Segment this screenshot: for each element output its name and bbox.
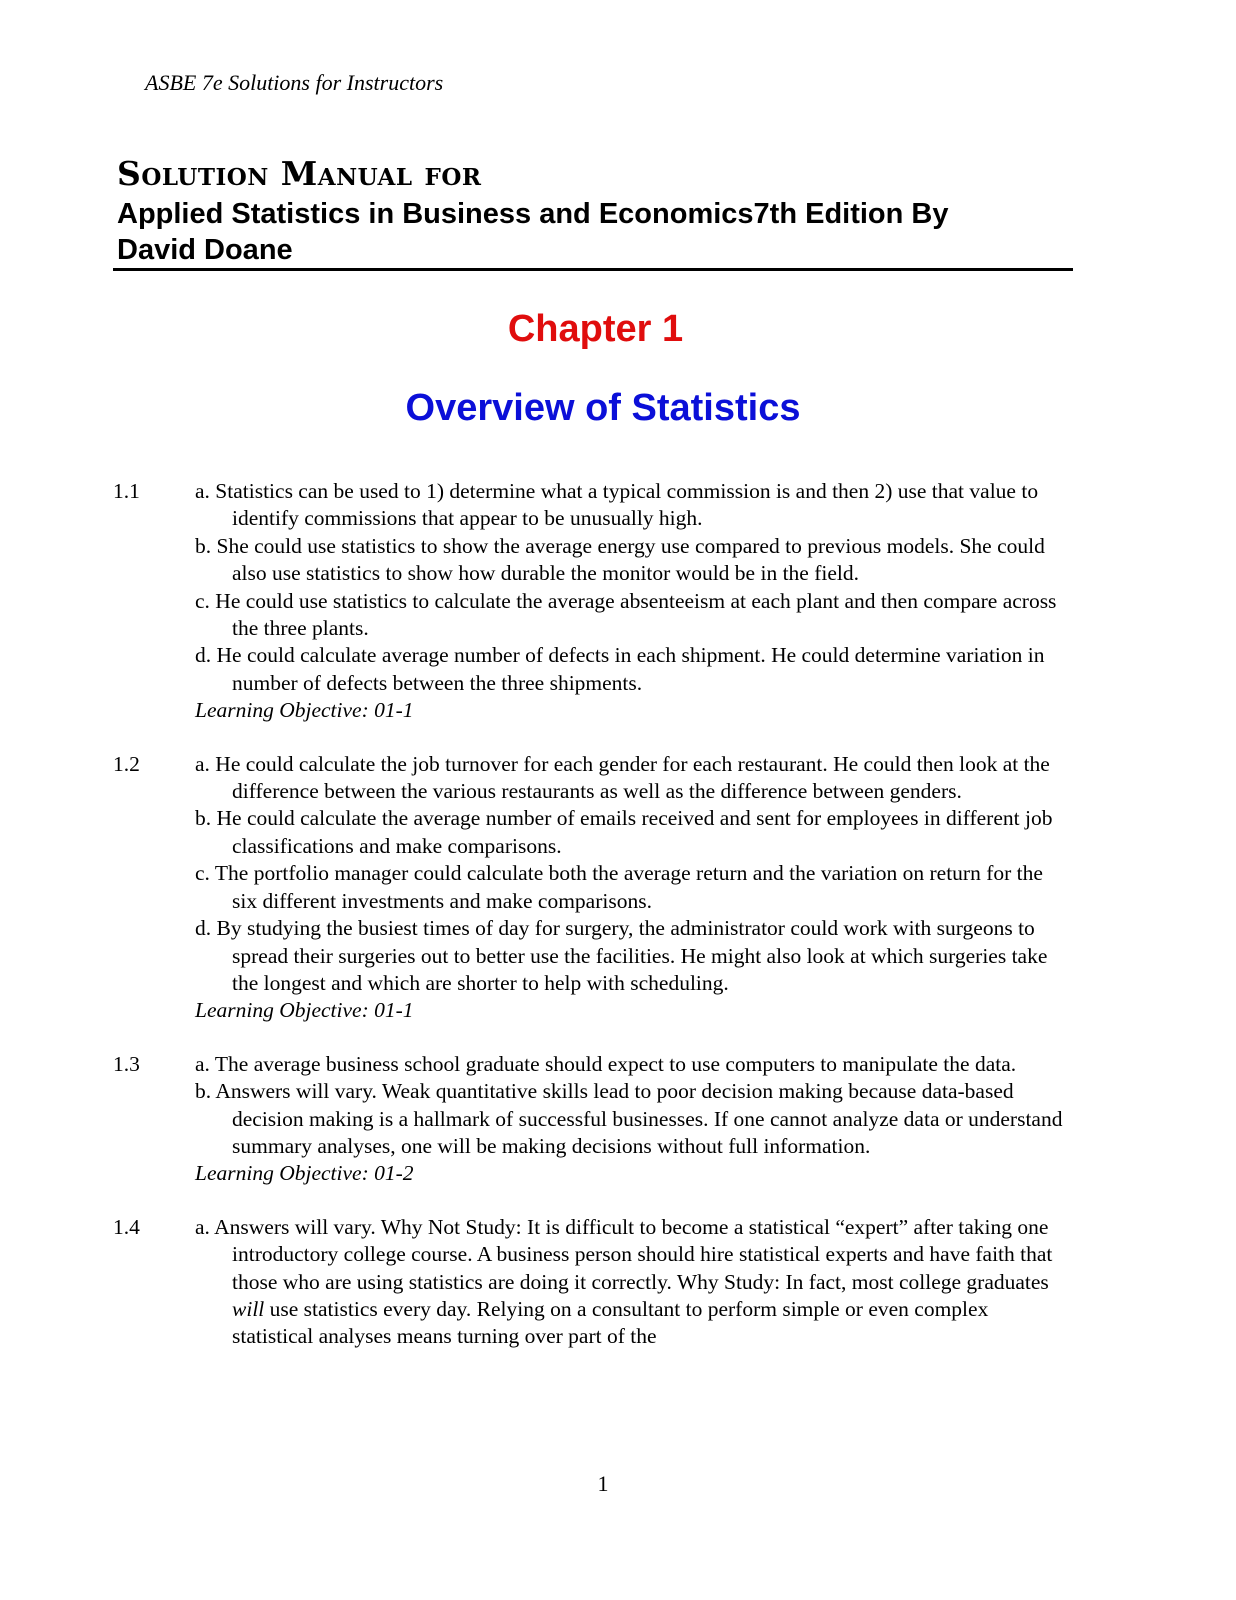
answer-part: c. He could use statistics to calculate the average absenteeism at each plant and then compare across the three plants. bbox=[195, 588, 1057, 641]
answer-part bbox=[195, 1214, 1073, 1351]
answer-part: d. He could calculate average number of defects in each shipment. He could determine variation in number of defects between the three shipments. bbox=[195, 643, 1045, 695]
problem-1-1 bbox=[113, 478, 1073, 725]
manual-title: Solution Manual for bbox=[117, 154, 482, 193]
answer-part: d. By studying the busiest times of day for surgery, the administrator could work with surgeons to spread their surgeries out to better use the facilities. He might also look at which surgeries take the longest and which are shorter to help with scheduling. bbox=[195, 916, 1048, 995]
answer-part: a. The average business school graduate should expect to use computers to manipulate the data. bbox=[195, 1051, 1017, 1076]
running-head: ASBE 7e Solutions for Instructors bbox=[145, 70, 444, 95]
chapter-title-text: Overview of Statistics bbox=[405, 387, 801, 429]
problem-number: 1.4 bbox=[113, 1214, 140, 1239]
problem-body bbox=[195, 478, 1073, 725]
title-divider bbox=[113, 268, 1073, 271]
problem-body bbox=[195, 751, 1073, 1025]
problem-body bbox=[195, 1051, 1073, 1188]
chapter-label bbox=[0, 308, 1236, 351]
problem-1-2 bbox=[113, 751, 1073, 1025]
learning-objective: Learning Objective: 01-1 bbox=[195, 998, 414, 1023]
problem-number: 1.2 bbox=[113, 751, 140, 776]
answer-part: a. He could calculate the job turnover for each gender for each restaurant. He could then look at the difference between the various restaurants as well as the difference between genders. bbox=[195, 751, 1050, 804]
answer-part: a. Statistics can be used to 1) determine what a typical commission is and then 2) use that value to identify commissions that appear to be unusually high. bbox=[195, 479, 1039, 531]
chapter-title bbox=[0, 387, 1236, 430]
chapter-label-text: Chapter 1 bbox=[507, 308, 684, 350]
answer-part: b. Answers will vary. Weak quantitative skills lead to poor decision making because data-based decision making is a hallmark of successful businesses. If one cannot analyze data or understand summary analyses, one will be making decisions without full information. bbox=[195, 1079, 1063, 1158]
problem-1-3 bbox=[113, 1051, 1073, 1188]
solutions-content bbox=[113, 478, 1073, 1377]
problem-body bbox=[195, 1214, 1073, 1351]
answer-part: b. She could use statistics to show the average energy use compared to previous models. She could also use statistics to show how durable the monitor would be in the field. bbox=[195, 533, 1045, 586]
learning-objective: Learning Objective: 01-2 bbox=[195, 1161, 414, 1186]
answer-text: use statistics every day. Relying on a consultant to perform simple or even complex statistical analyses means turning over part of the bbox=[232, 1296, 989, 1349]
title-block bbox=[117, 152, 1073, 268]
book-title-line-2: David Doane bbox=[117, 234, 293, 266]
answer-part: b. He could calculate the average number of emails received and sent for employees in different job classifications and make comparisons. bbox=[195, 806, 1053, 858]
page-number-text: 1 bbox=[597, 1471, 609, 1496]
page-number bbox=[0, 1471, 1236, 1497]
answer-text: a. Answers will vary. Why Not Study: It is difficult to become a statistical “expert” after taking one introductory college course. A business person should hire statistical experts and have faith that those who are using statistics are doing it correctly. Why Study: In fact, most college graduates bbox=[195, 1214, 1053, 1294]
emphasized-word: will bbox=[232, 1296, 265, 1321]
book-title-line-1: Applied Statistics in Business and Economics7th Edition By bbox=[117, 198, 949, 230]
problem-1-4 bbox=[113, 1214, 1073, 1351]
answer-part: c. The portfolio manager could calculate both the average return and the variation on return for the six different investments and make comparisons. bbox=[195, 861, 1043, 913]
learning-objective: Learning Objective: 01-1 bbox=[195, 698, 414, 723]
problem-number: 1.1 bbox=[113, 479, 140, 503]
problem-number: 1.3 bbox=[113, 1051, 140, 1076]
